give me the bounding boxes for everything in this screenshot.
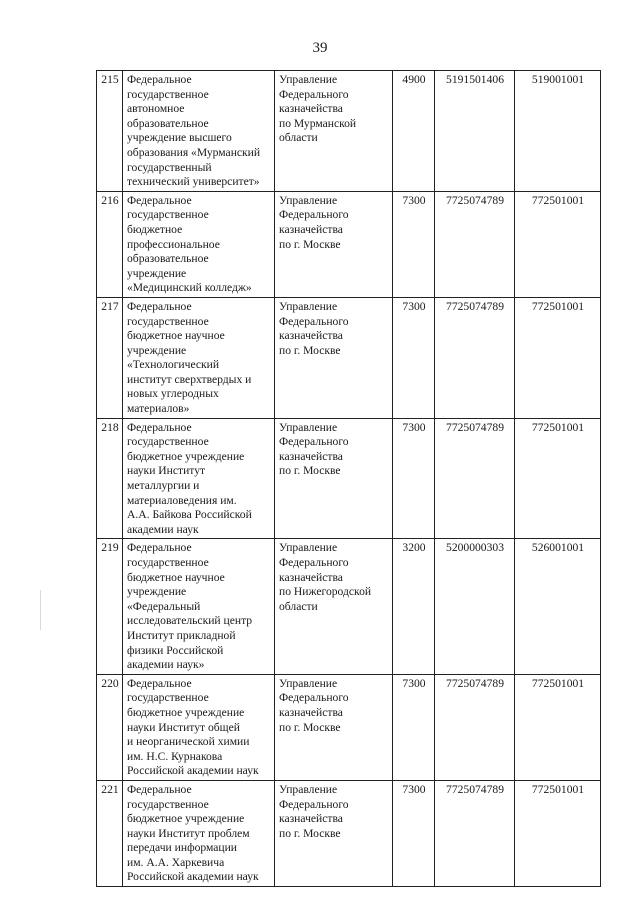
institutions-table — [96, 70, 601, 887]
treasury-code: 7300 — [393, 418, 435, 539]
treasury-office: Управление Федерального казначейства по г. Москве — [275, 297, 393, 418]
inn-value: 7725074789 — [435, 418, 515, 539]
institution-name: Федеральное государственное бюджетное научное учреждение «Федеральный исследовательский центр Институт прикладной физики Российской академии наук» — [123, 539, 275, 674]
page-number: 39 — [312, 40, 328, 56]
institution-name: Федеральное государственное бюджетное учреждение науки Институт металлургии и материаловедения им. А.А. Байкова Российской академии наук — [123, 418, 275, 539]
kpp-value: 519001001 — [515, 71, 601, 192]
row-number: 215 — [97, 71, 123, 192]
table-row — [97, 539, 601, 674]
treasury-code: 7300 — [393, 297, 435, 418]
table-row — [97, 780, 601, 886]
institution-name: Федеральное государственное бюджетное учреждение науки Институт проблем передачи информации им. А.А. Харкевича Российской академии наук — [123, 780, 275, 886]
institution-name: Федеральное государственное бюджетное профессиональное образовательное учреждение «Медицинский колледж» — [123, 191, 275, 297]
treasury-code: 7300 — [393, 780, 435, 886]
row-number: 218 — [97, 418, 123, 539]
treasury-office: Управление Федерального казначейства по г. Москве — [275, 674, 393, 780]
kpp-value: 772501001 — [515, 191, 601, 297]
inn-value: 5191501406 — [435, 71, 515, 192]
treasury-code: 4900 — [393, 71, 435, 192]
table-row — [97, 297, 601, 418]
treasury-office: Управление Федерального казначейства по Нижегородской области — [275, 539, 393, 674]
inn-value: 7725074789 — [435, 674, 515, 780]
treasury-code: 7300 — [393, 191, 435, 297]
table-row — [97, 191, 601, 297]
treasury-office: Управление Федерального казначейства по г. Москве — [275, 780, 393, 886]
treasury-office: Управление Федерального казначейства по г. Москве — [275, 191, 393, 297]
kpp-value: 772501001 — [515, 674, 601, 780]
treasury-code: 7300 — [393, 674, 435, 780]
treasury-office: Управление Федерального казначейства по г. Москве — [275, 418, 393, 539]
treasury-code: 3200 — [393, 539, 435, 674]
table-row — [97, 71, 601, 192]
row-number: 219 — [97, 539, 123, 674]
margin-mark — [40, 590, 41, 630]
row-number: 221 — [97, 780, 123, 886]
institution-name: Федеральное государственное автономное образовательное учреждение высшего образования «Мурманский государственный технический университет» — [123, 71, 275, 192]
row-number: 217 — [97, 297, 123, 418]
inn-value: 7725074789 — [435, 297, 515, 418]
institution-name: Федеральное государственное бюджетное научное учреждение «Технологический институт сверхтвердых и новых углеродных материалов» — [123, 297, 275, 418]
inn-value: 7725074789 — [435, 191, 515, 297]
kpp-value: 526001001 — [515, 539, 601, 674]
row-number: 216 — [97, 191, 123, 297]
kpp-value: 772501001 — [515, 418, 601, 539]
table-row — [97, 418, 601, 539]
inn-value: 7725074789 — [435, 780, 515, 886]
kpp-value: 772501001 — [515, 780, 601, 886]
treasury-office: Управление Федерального казначейства по Мурманской области — [275, 71, 393, 192]
inn-value: 5200000303 — [435, 539, 515, 674]
institution-name: Федеральное государственное бюджетное учреждение науки Институт общей и неорганической химии им. Н.С. Курнакова Российской академии наук — [123, 674, 275, 780]
kpp-value: 772501001 — [515, 297, 601, 418]
table-row — [97, 674, 601, 780]
row-number: 220 — [97, 674, 123, 780]
